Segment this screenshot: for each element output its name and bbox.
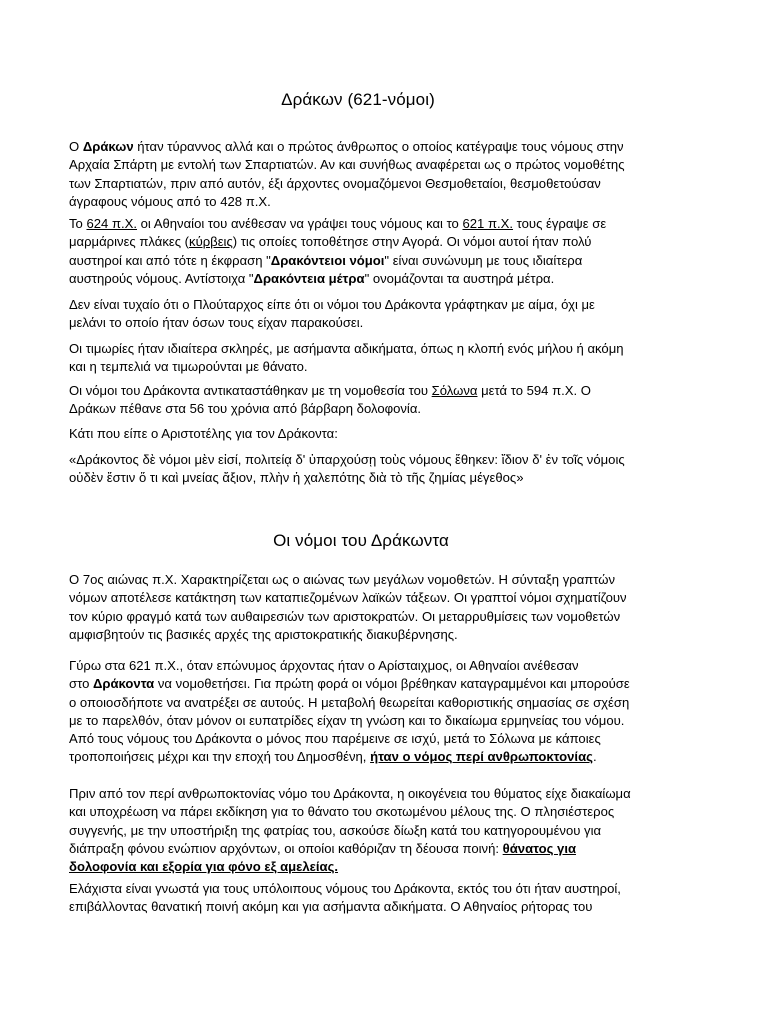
bold-term: Δράκων <box>82 139 134 154</box>
paragraph: Πριν από τον περί ανθρωποκτονίας νόμο του Δράκοντα, η οικογένεια του θύματος είχε διακαίωμα και υποχρέωση να πάρει εκδίκηση για το θάνατο του σκοτωμένου μέλους της. Ο πλησιέστερος συγγενής, με την υποστήριξη της φατρίας του, ασκούσε δίωξη κατά του κατηγορουμένου για διάπραξη φόνου ενώπιον αρχόντων, οι οποίοι καθόριζαν τη δέουσα ποινή: θάνατος για δολοφονία και εξορία για φόνο εξ αμελείας. <box>69 786 631 875</box>
paragraph: Το 624 π.Χ. οι Αθηναίοι του ανέθεσαν να γράψει τους νόμους και το 621 π.Χ. τους έγραψε σε μαρμάρινες πλάκες (κύρβεις) τις οποίες τοποθέτησε στην Αγορά. Οι νόμοι αυτοί ήταν πολύ αυστηροί και από τότε η έκφραση "Δρακόντειοι νόμοι" είναι συνώνυμη με τους ιδιαίτερα αυστηρούς νόμους. Αντίστοιχα "Δρακόντεια μέτρα" ονομάζονται τα αυστηρά μέτρα. <box>69 216 607 286</box>
link[interactable]: ήταν ο νόμος περί ανθρωποκτονίας <box>370 749 593 765</box>
link[interactable]: 624 π.Χ. <box>86 216 138 231</box>
bold-term: Δρακόντειοι νόμοι <box>270 252 385 268</box>
bold-term: Δράκοντα <box>93 676 155 692</box>
bold-term: Δρακόντεια μέτρα <box>253 270 365 286</box>
link[interactable]: 621 π.Χ. <box>462 216 514 231</box>
paragraph: Ελάχιστα είναι γνωστά για τους υπόλοιπους νόμους του Δράκοντα, εκτός του ότι ήταν αυστηροί, επιβάλλοντας θανατική ποινή ακόμη και για ασήμαντα αδικήματα. Ο Αθηναίος ρήτορας του <box>69 881 621 915</box>
link[interactable]: θάνατος για <box>502 840 577 856</box>
paragraph: Ο Δράκων ήταν τύραννος αλλά και ο πρώτος άνθρωπος ο οποίος κατέγραψε τους νόμους στην Αρχαία Σπάρτη με εντολή των Σπαρτιατών. Αν και συνήθως αναφέρεται ως ο πρώτος νομοθέτης των Σπαρτιατών, πριν από αυτόν, έξι άρχοντες ονομαζόμενοι Θεσμοθεταίοι, θεσμοθετούσαν άγραφους νόμους από το 428 π.Χ. <box>69 139 625 209</box>
link[interactable]: δολοφονία και εξορία για φόνο εξ αμελείας. <box>69 859 339 875</box>
paragraph: Οι νόμοι του Δράκοντα αντικαταστάθηκαν με τη νομοθεσία του Σόλωνα μετά το 594 π.Χ. Ο Δράκων πέθανε στα 56 του χρόνια από βάρβαρη δολοφονία. <box>69 383 591 417</box>
paragraph: Γύρω στα 621 π.Χ., όταν επώνυμος άρχοντας ήταν ο Αρίσταιχμος, οι Αθηναίοι ανέθεσαν στο Δράκοντα να νομοθετήσει. Για πρώτη φορά οι νόμοι βρέθηκαν καταγραμμένοι και μπορούσε ο οποιοσδήποτε να ανατρέξει σε αυτούς. Η μεταβολή θεωρείται καθοριστικής σημασίας σε σχέση με το παρελθόν, όταν μόνον οι ευπατρίδες είχαν τη γνώση και το δικαίωμα ερμηνείας του νόμου. Από τους νόμους του Δράκοντα ο μόνος που παρέμεινε σε ισχύ, μετά το Σόλωνα με κάποιες τροποποιήσεις μέχρι και την εποχή του Δημοσθένη, ήταν ο νόμος περί ανθρωποκτονίας. <box>69 658 630 765</box>
section-title: Οι νόμοι του Δράκωντα <box>273 531 449 550</box>
paragraph: Δεν είναι τυχαίο ότι ο Πλούταρχος είπε ότι οι νόμοι του Δράκοντα γράφτηκαν με αίμα, όχι με μελάνι το οποίο ήταν όσων τους είχαν παρακούσει. <box>69 297 595 331</box>
paragraph: Κάτι που είπε ο Αριστοτέλης για τον Δράκοντα: <box>69 426 338 441</box>
section-title: Δράκων (621-νόμοι) <box>281 90 435 109</box>
link[interactable]: Σόλωνα <box>431 383 478 398</box>
paragraph: Οι τιμωρίες ήταν ιδιαίτερα σκληρές, με ασήμαντα αδικήματα, όπως η κλοπή ενός μήλου ή ακόμη και η τεμπελιά να τιμωρούνται με θάνατο. <box>69 341 624 375</box>
quote-paragraph: «Δράκοντος δὲ νόμοι μὲν εἰσί, πολιτείᾳ δ' ὑπαρχούσῃ τοὺς νόμους ἔθηκεν: ἴδιον δ' ἐν τοῖς νόμοις οὐδὲν ἔστιν ὅ τι καὶ μνείας ἄξιον, πλὴν ἡ χαλεπότης διὰ τὸ τῆς ζημίας μέγεθος» <box>69 452 625 486</box>
paragraph: Ο 7ος αιώνας π.Χ. Χαρακτηρίζεται ως ο αιώνας των μεγάλων νομοθετών. Η σύνταξη γραπτών νόμων αποτέλεσε κατάκτηση των καταπιεζομένων λαϊκών τάξεων. Οι γραπτοί νόμοι σχηματίζουν τον κύριο φραγμό κατά των αυθαιρεσιών των αριστοκρατών. Οι μεταρρυθμίσεις των νομοθετών αμφισβητούν τις βασικές αρχές της αριστοκρατικής διακυβέρνησης. <box>69 572 627 642</box>
link[interactable]: κύρβεις <box>189 234 233 250</box>
